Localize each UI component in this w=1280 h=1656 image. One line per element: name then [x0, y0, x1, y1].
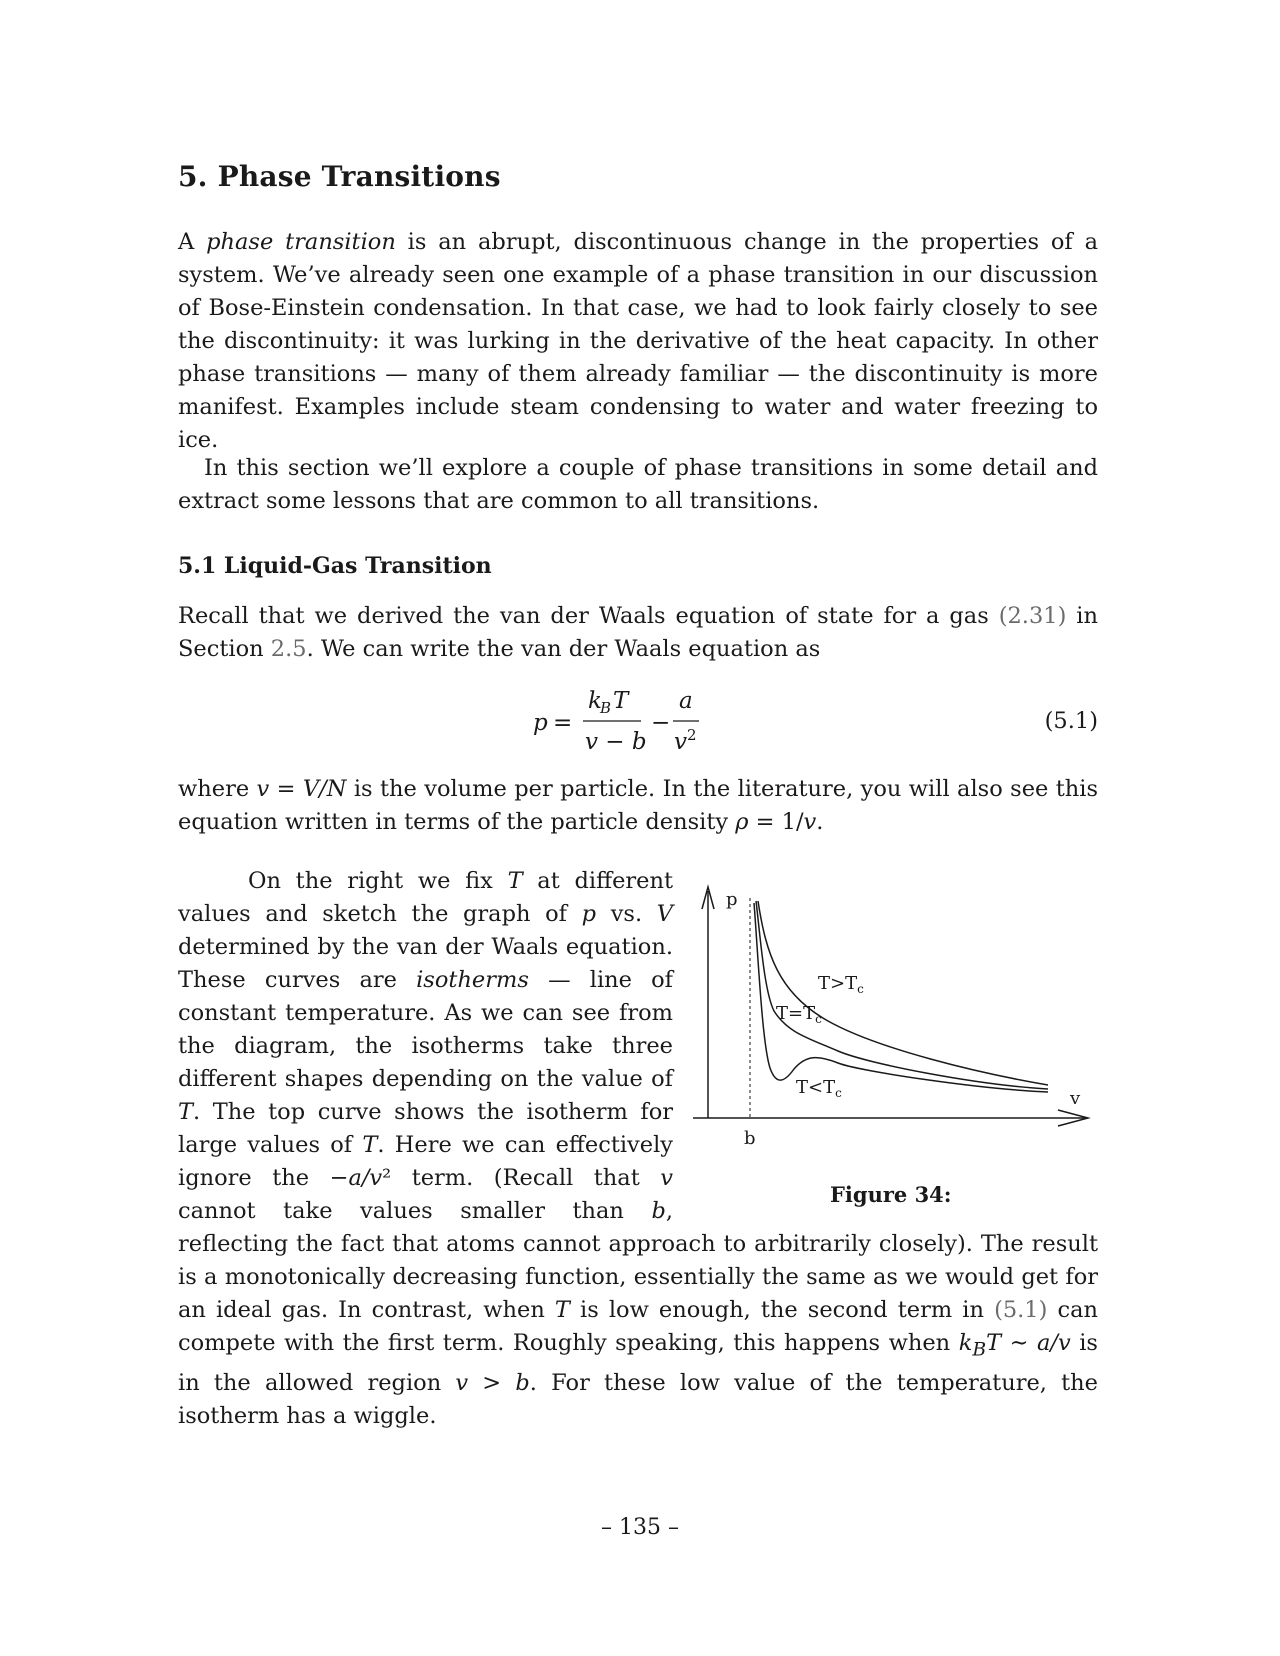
- numerator-k: k: [588, 688, 602, 714]
- equation-reference-link[interactable]: (5.1): [994, 1297, 1048, 1323]
- figure-34-isotherms: [678, 873, 1098, 1153]
- text-run: A: [178, 229, 207, 255]
- math-subscript-b: B: [972, 1339, 987, 1361]
- text-run: at different values and sketch the graph of: [178, 868, 673, 927]
- paragraph-volume-definition: [178, 773, 1098, 839]
- text-run: where: [178, 776, 257, 802]
- text-run: determined by the van der Waals equation. These curves are: [178, 934, 673, 993]
- text-run: — line of constant temperature. As we can see from the diagram, the isotherms take three different shapes depending on the value of: [178, 967, 673, 1092]
- math-t: T: [554, 1297, 570, 1323]
- math-t: T: [986, 1330, 1002, 1356]
- text-run: is an abrupt, discontinuous change in the properties of a system. We’ve already seen one example of a phase transition in our discussion of Bose-Einstein condensation. In that case, we had to look fairly closely to see the discontinuity: it was lurking in the derivative of the heat capacity. In other phase transitions — many of them already familiar — the discontinuity is more manifest. Examples include steam condensing to water and water freezing to ice.: [178, 229, 1098, 453]
- math-v: v: [455, 1369, 469, 1396]
- math-a-over-v: a/v: [348, 1165, 383, 1191]
- label-t-less-tc: $T<T_c$: [796, 1077, 842, 1100]
- text-run: =: [269, 776, 303, 802]
- text-run: cannot take values smaller than: [178, 1198, 652, 1224]
- math-t: T: [178, 1099, 194, 1125]
- denominator-v: v: [674, 729, 687, 755]
- math-b: b: [651, 1198, 666, 1224]
- text-run: is in the allowed region: [178, 1330, 1098, 1396]
- text-run: is the volume per particle. In the literature, you will also see this equation written in terms of the particle density: [178, 776, 1098, 835]
- math-volume: V: [656, 901, 674, 927]
- paragraph-intro: [178, 226, 1098, 457]
- denominator-1: v − b: [585, 729, 647, 755]
- minus-sign: −: [651, 710, 671, 736]
- paragraph-recall: [178, 600, 1098, 666]
- text-run: in Section: [178, 603, 1098, 662]
- isotherm-diagram: [678, 873, 1098, 1153]
- text-run: Recall that we derived the van der Waals equation of state for a gas: [178, 603, 999, 629]
- denominator-exponent: 2: [687, 726, 697, 744]
- isotherm-low-t: [754, 903, 1048, 1092]
- text-run: >: [468, 1369, 516, 1396]
- text-run: On the right we fix: [248, 868, 508, 894]
- numerator-subscript: B: [600, 699, 612, 717]
- equation-number: (5.1): [1044, 708, 1098, 734]
- text-run: vs.: [596, 901, 657, 927]
- subsection-title: 5.1 Liquid-Gas Transition: [178, 553, 492, 579]
- text-run: .: [816, 809, 824, 835]
- text-run: . For these low value of the temperature, the isotherm has a wiggle.: [178, 1369, 1098, 1429]
- emphasis-phase-transition: phase transition: [206, 229, 396, 255]
- text-run: . The top curve shows the isotherm for large values of: [178, 1099, 673, 1158]
- isotherm-high-t: [758, 901, 1048, 1085]
- math-v: v: [256, 776, 270, 802]
- b-tick-label: b: [744, 1128, 756, 1149]
- text-run: can compete with the first term. Roughly speaking, this happens when: [178, 1297, 1098, 1356]
- math-p: p: [581, 901, 597, 927]
- section-reference-link[interactable]: 2.5: [270, 636, 307, 662]
- math-t: T: [362, 1132, 378, 1158]
- equation-reference-link[interactable]: (2.31): [998, 603, 1067, 629]
- text-run: . Here we can effectively ignore the −: [178, 1132, 673, 1191]
- y-axis-label: p: [726, 889, 738, 910]
- text-run: . We can write the van der Waals equation as: [306, 636, 821, 662]
- math-k: k: [958, 1330, 973, 1356]
- emphasis-isotherms: isotherms: [416, 967, 529, 993]
- numerator-a: a: [679, 688, 693, 714]
- math-v-over-n: V/N: [302, 776, 347, 802]
- isotherm-critical-t: [756, 901, 1048, 1089]
- page-number: – 135 –: [601, 1515, 679, 1540]
- math-rho: ρ: [735, 809, 749, 835]
- math-t: T: [507, 868, 523, 894]
- figure-caption: Figure 34:: [830, 1182, 952, 1207]
- equation-formula: [533, 686, 773, 766]
- text-run: ∼: [1001, 1330, 1037, 1356]
- math-b: b: [515, 1369, 530, 1396]
- text-run: is low enough, the second term in: [569, 1297, 995, 1323]
- x-axis-label: v: [1070, 1088, 1081, 1109]
- math-v: v: [803, 809, 817, 835]
- equation-5-1: [178, 686, 1098, 766]
- label-t-equals-tc: $T=T_c$: [776, 1003, 822, 1026]
- numerator-t: T: [613, 688, 629, 714]
- paragraph-section-overview: In this section we’ll explore a couple of phase transitions in some detail and extract some lessons that are common to all transitions.: [178, 455, 1098, 514]
- text-run: , reflecting the fact that atoms cannot approach to arbitrarily closely). The result is a monotonically decreasing function, essentially the same as we would get for an ideal gas. In contrast, when: [178, 1198, 1098, 1323]
- equals-sign: =: [553, 710, 573, 736]
- equation-lhs: p: [533, 710, 548, 736]
- math-v: v: [660, 1165, 673, 1191]
- text-run: = 1/: [748, 809, 804, 835]
- label-t-greater-tc: $T>T_c$: [818, 973, 864, 996]
- section-title: 5. Phase Transitions: [178, 160, 501, 193]
- math-a-over-v: a/v: [1037, 1330, 1071, 1356]
- text-run: ² term. (Recall that: [382, 1165, 661, 1191]
